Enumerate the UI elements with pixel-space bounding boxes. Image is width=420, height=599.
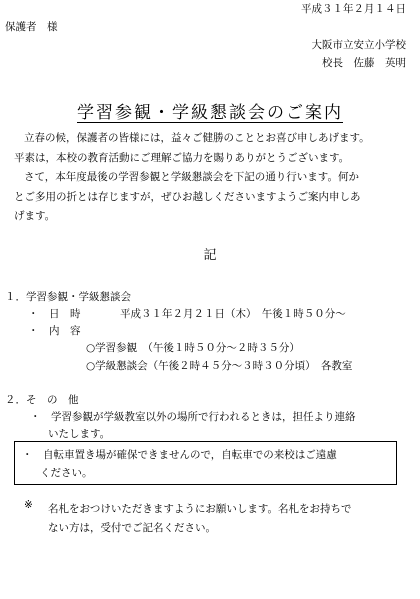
content-item: ○学習参観 （午後１時５０分～２時３５分）: [86, 342, 300, 354]
date-label: ・ 日 時: [28, 308, 81, 320]
section1-heading: １．学習参観・学級懇談会: [5, 291, 131, 303]
section2-bullet-line: ・ 学習参観が学級教室以外の場所で行われるときは，担任より連絡: [30, 411, 356, 423]
addressee-text: 保護者 様: [5, 21, 58, 33]
content-item: ○学級懇談会（午後２時４５分～３時３０分頃） 各教室: [86, 360, 353, 372]
date-text: 平成３１年２月１４日: [301, 3, 406, 15]
note-line: 名札をおつけいただきますようにお願いします。名札をお持ちで: [48, 503, 352, 515]
content-label: ・ 内 容: [28, 325, 81, 337]
notice-text: [22, 446, 402, 482]
note-text: [48, 500, 408, 538]
intro-line: 平素は，本校の教育活動にご理解ご協力を賜りありがとうございます。: [14, 151, 350, 164]
title-container: [0, 98, 420, 123]
intro-line: 立春の候，保護者の皆様には，益々ご健勝のこととお喜び申しあげます。: [24, 132, 370, 144]
section2-heading: ２．そ の 他: [5, 394, 79, 406]
note-line: ない方は，受付でご記名ください。: [48, 522, 216, 534]
notice-line: ください。: [40, 467, 93, 479]
note-mark: ※: [24, 499, 33, 511]
intro-line: げます。: [14, 210, 56, 222]
ki-heading: 記: [203, 248, 217, 263]
page-title: 学習参観・学級懇談会のご案内: [77, 103, 343, 123]
principal-name-text: 校長 佐藤 英明: [322, 57, 406, 69]
section2-bullet-line: いたします。: [48, 428, 111, 440]
school-name-text: 大阪市立安立小学校: [311, 39, 406, 51]
notice-line: ・ 自転車置き場が確保できませんので，自転車での来校はご遠慮: [22, 449, 337, 461]
intro-line: さて，本年度最後の学習参観と学級懇談会を下記の通り行います。何か: [24, 171, 359, 183]
date-value: 平成３１年２月２１日（木） 午後１時５０分～: [120, 308, 346, 320]
intro-line: とご多用の折とは存じますが，ぜひお越しくださいますようご案内申しあ: [14, 190, 361, 203]
intro-paragraph: [14, 129, 410, 227]
